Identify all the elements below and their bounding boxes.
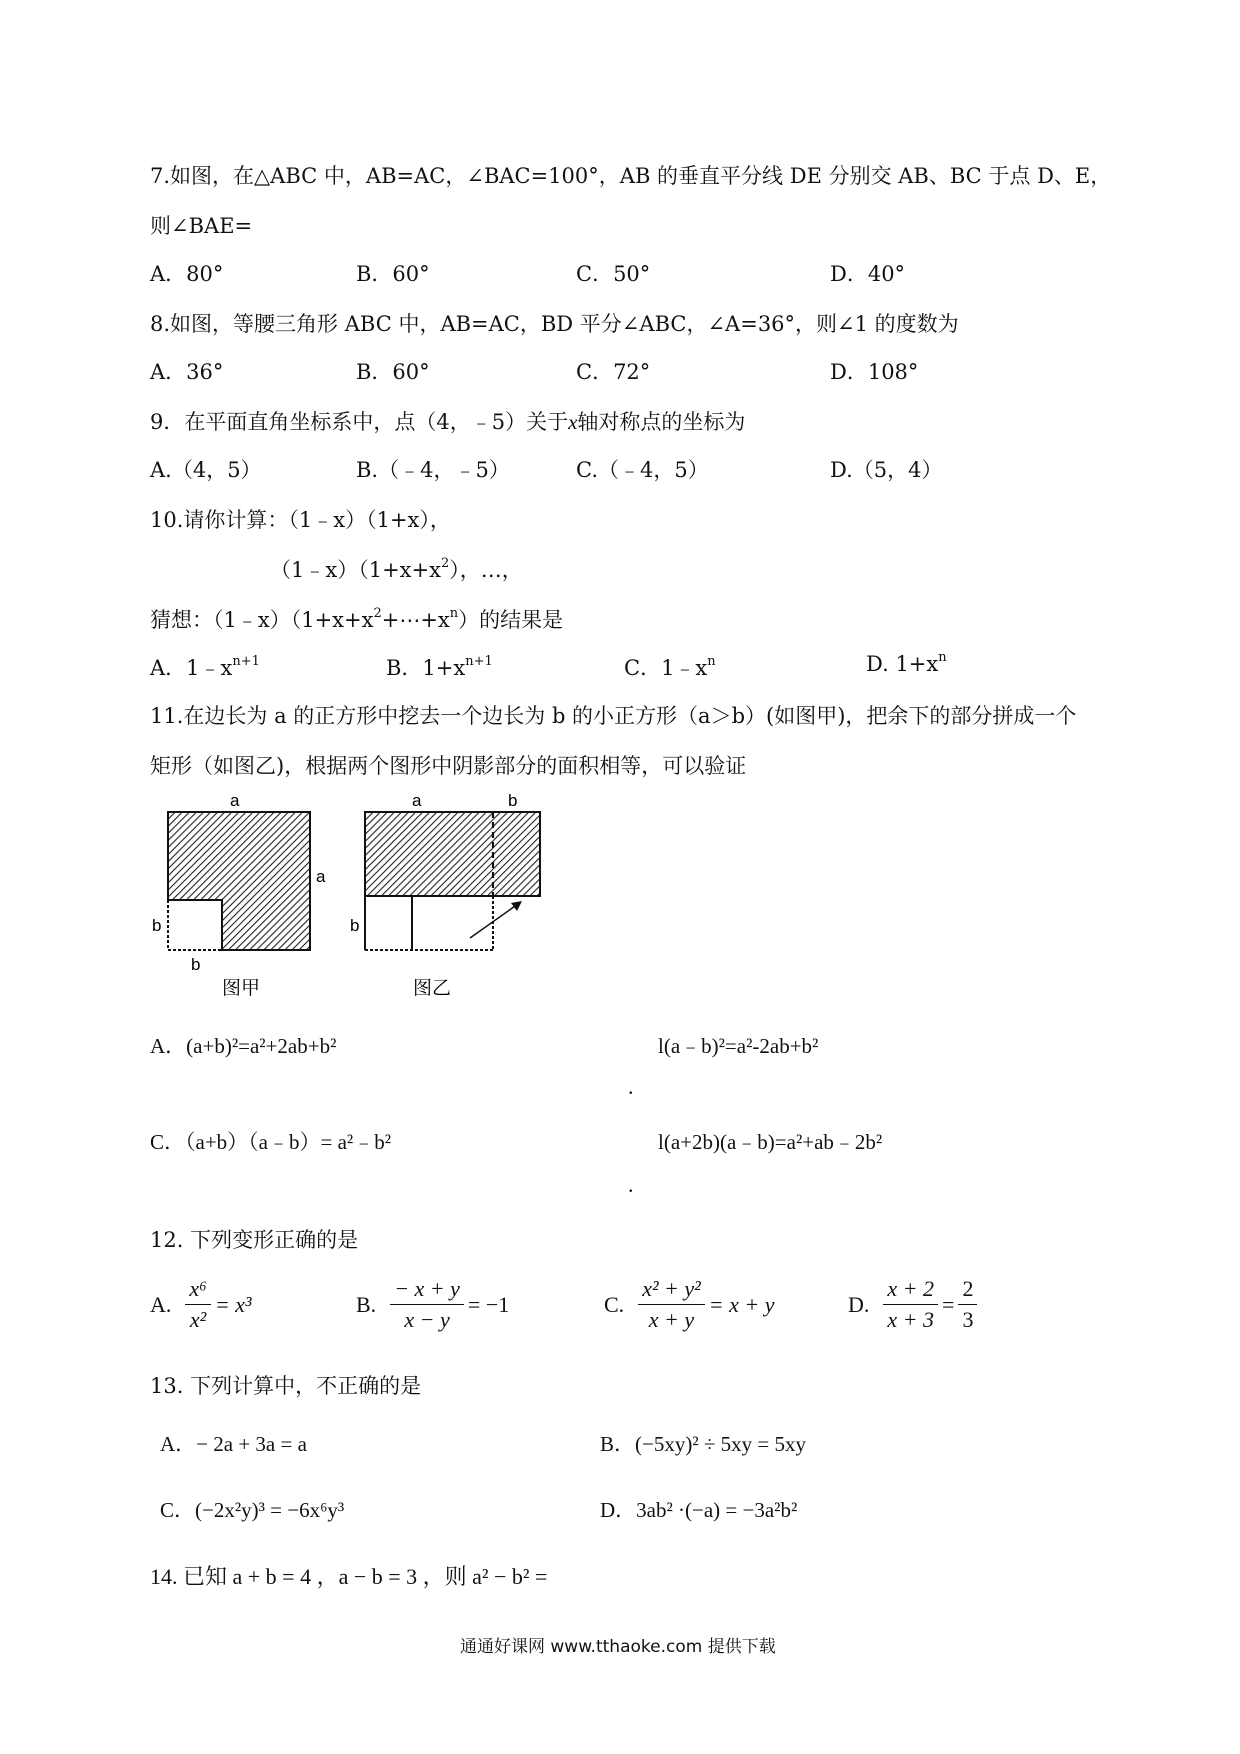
q10-option-b	[386, 652, 493, 682]
q7-stem-line1: 7.如图，在△ABC 中，AB=AC，∠BAC=100°，AB 的垂直平分线 DE 分别交 AB、BC 于点 D、E，	[150, 164, 1112, 188]
q10-option-d-sup: n	[938, 650, 947, 665]
q10-option-c-base: C．1﹣x	[624, 656, 708, 680]
q11-option-b: l(a﹣b)²=a²-2ab+b²	[658, 1034, 819, 1058]
q10-option-c-sup: n	[707, 654, 716, 669]
q7-option-b: B．60°	[356, 262, 430, 286]
q12-option-b-rhs: = −1	[467, 1291, 510, 1317]
q10-line2-b: ），…，	[449, 558, 523, 582]
q10-option-d-base: D. 1+x	[866, 652, 939, 676]
q12-option-d-label: D.	[848, 1291, 870, 1317]
q8-option-a: A．36°	[150, 360, 224, 384]
q14-stem: 14. 已知 a + b = 4 ，a − b = 3 ，则 a² − b² =	[150, 1564, 548, 1589]
q10-line3-b: +⋯+x	[381, 608, 450, 632]
q10-stem-line3	[150, 604, 563, 634]
jia-shaded-region	[168, 812, 310, 950]
q7-option-d: D．40°	[830, 262, 906, 286]
q13-option-a: A．− 2a + 3a = a	[160, 1432, 307, 1456]
q12-option-d-rhs-numerator: 2	[958, 1276, 977, 1305]
q11-stem-line1: 11.在边长为 a 的正方形中挖去一个边长为 b 的小正方形（a＞b）(如图甲)，把余下的部分拼成一个	[150, 704, 1077, 728]
page-footer: 通通好课网 www.tthaoke.com 提供下载	[460, 1637, 776, 1657]
q11-stray-dot-2: .	[628, 1172, 634, 1197]
q10-line3-c: ）的结果是	[458, 608, 564, 632]
q11-figure	[140, 790, 580, 1010]
yi-caption: 图乙	[413, 977, 452, 999]
q10-option-a-base: A．1﹣x	[150, 656, 233, 680]
q12-option-d-rhs-fraction	[958, 1276, 977, 1333]
q11-stray-dot-1: .	[628, 1074, 634, 1099]
q13-option-c: C．(−2x²y)³ = −6x⁶y³	[160, 1498, 345, 1522]
q13-option-b: B．(−5xy)² ÷ 5xy = 5xy	[600, 1432, 807, 1456]
q10-option-b-base: B．1+x	[386, 656, 466, 680]
q10-option-d	[866, 652, 947, 676]
q11-option-c: C．（a+b）（a﹣b）= a²﹣b²	[150, 1130, 391, 1154]
q12-option-b-numerator: − x + y	[390, 1276, 464, 1305]
q10-line2-sup: 2	[440, 556, 450, 571]
q11-option-a: A．(a+b)²=a²+2ab+b²	[150, 1034, 337, 1058]
q12-option-d-equals: =	[942, 1291, 955, 1317]
q10-line2-a: （1﹣x）（1+x+x	[270, 558, 441, 582]
q10-line3-sup2: n	[449, 606, 459, 621]
q9-option-a: A.（4，5）	[150, 458, 262, 482]
q12-option-d-numerator: x + 2	[883, 1276, 938, 1305]
q12-option-a-denominator: x²	[189, 1307, 207, 1332]
q12-stem: 12. 下列变形正确的是	[150, 1228, 359, 1252]
jia-label-top: a	[230, 791, 240, 810]
q12-option-b	[356, 1276, 509, 1333]
q9-stem-part2: 轴对称点的坐标为	[577, 410, 746, 434]
q12-option-d-fraction	[883, 1276, 938, 1333]
q10-option-a-sup: n+1	[232, 654, 260, 669]
jia-label-bottom: b	[191, 955, 201, 974]
q12-option-c	[604, 1276, 775, 1333]
q10-line3-sup1: 2	[373, 606, 382, 621]
q12-option-c-rhs: = x + y	[708, 1291, 775, 1317]
q12-option-c-numerator: x² + y²	[638, 1276, 705, 1305]
q9-stem-part1: 9．在平面直角坐标系中，点（4，﹣5）关于	[150, 410, 569, 434]
q13-stem: 13. 下列计算中，不正确的是	[150, 1374, 422, 1398]
q9-option-b: B.（﹣4，﹣5）	[356, 458, 510, 482]
q7-stem-line2: 则∠BAE=	[150, 214, 253, 238]
q7-option-c: C．50°	[576, 262, 651, 286]
q12-option-a	[150, 1276, 252, 1333]
yi-label-top-b: b	[508, 791, 518, 810]
yi-label-left: b	[350, 916, 360, 935]
yi-arrow-head	[511, 901, 522, 911]
yi-shaded-rectangle	[365, 812, 540, 896]
q10-line3-a: 猜想：（1﹣x）（1+x+x	[150, 608, 374, 632]
q9-option-c: C.（﹣4，5）	[576, 458, 709, 482]
figure-jia	[152, 791, 326, 999]
q10-stem-line2	[270, 554, 523, 584]
q12-option-b-label: B.	[356, 1291, 377, 1317]
q12-option-d-denominator: x + 3	[887, 1307, 935, 1332]
q9-variable: x	[568, 410, 578, 434]
q8-option-b: B．60°	[356, 360, 430, 384]
q12-option-a-numerator: x⁶	[185, 1276, 210, 1305]
q8-option-d: D．108°	[830, 360, 919, 384]
q12-option-a-label: A.	[150, 1291, 172, 1317]
q9-stem	[150, 406, 745, 436]
q8-stem: 8.如图，等腰三角形 ABC 中，AB=AC，BD 平分∠ABC，∠A=36°，则∠1 的度数为	[150, 312, 959, 336]
q12-option-c-fraction	[638, 1276, 705, 1333]
q8-option-c: C．72°	[576, 360, 651, 384]
jia-label-left: b	[152, 916, 162, 935]
q12-option-b-denominator: x − y	[404, 1307, 450, 1332]
q12-option-c-denominator: x + y	[648, 1307, 695, 1332]
q11-option-d: l(a+2b)(a﹣b)=a²+ab﹣2b²	[658, 1130, 883, 1154]
figure-yi	[350, 791, 540, 999]
q13-option-d: D．3ab² ·(−a) = −3a²b²	[600, 1498, 798, 1522]
q7-option-a: A．80°	[150, 262, 224, 286]
q9-option-d: D.（5，4）	[830, 458, 943, 482]
q10-stem-line1: 10.请你计算：（1﹣x）（1+x），	[150, 508, 451, 532]
q10-option-c	[624, 652, 716, 682]
q10-option-b-sup: n+1	[465, 654, 493, 669]
q11-stem-line2: 矩形（如图乙)，根据两个图形中阴影部分的面积相等，可以验证	[150, 754, 747, 778]
q12-option-a-rhs: = x³	[214, 1291, 252, 1317]
q12-option-c-label: C.	[604, 1291, 625, 1317]
yi-label-top-a: a	[412, 791, 422, 810]
q10-option-a	[150, 652, 260, 682]
q12-option-d	[848, 1276, 981, 1333]
jia-label-right: a	[316, 867, 326, 886]
jia-caption: 图甲	[222, 977, 261, 999]
q12-option-a-fraction	[185, 1276, 210, 1333]
q12-option-b-fraction	[390, 1276, 464, 1333]
q12-option-d-rhs-denominator: 3	[962, 1307, 974, 1332]
